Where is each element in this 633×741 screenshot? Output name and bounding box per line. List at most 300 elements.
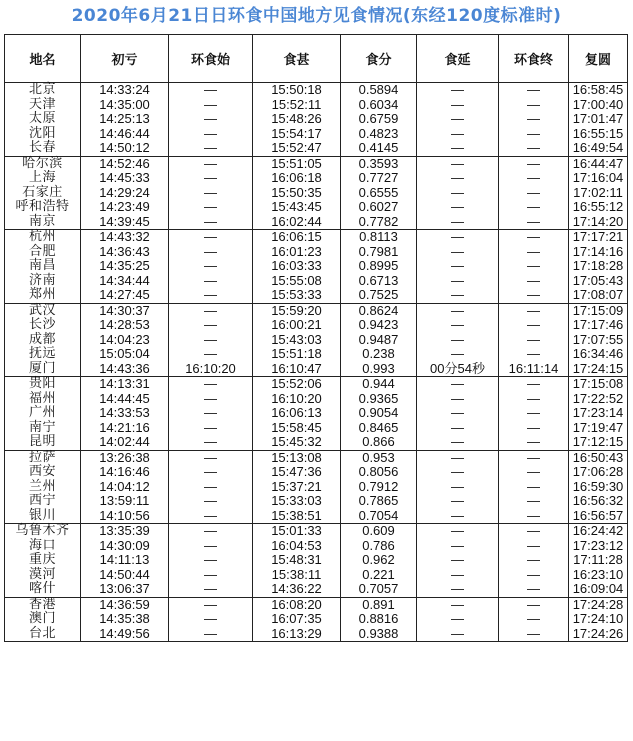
cell-magnitude: 0.944 — [341, 377, 417, 392]
cell-magnitude: 0.4145 — [341, 141, 417, 156]
cell-last-contact: 16:23:10 — [569, 568, 628, 583]
cell-city: 上海 — [5, 171, 81, 186]
cell-annular-start: — — [169, 480, 253, 495]
cell-magnitude: 0.4823 — [341, 127, 417, 142]
cell-last-contact: 17:24:15 — [569, 362, 628, 377]
cell-annular-end: — — [499, 524, 569, 539]
cell-city: 郑州 — [5, 288, 81, 303]
cell-magnitude: 0.9054 — [341, 406, 417, 421]
cell-city: 西宁 — [5, 494, 81, 509]
cell-duration: — — [417, 186, 499, 201]
cell-first-contact: 13:59:11 — [81, 494, 169, 509]
cell-duration: — — [417, 494, 499, 509]
cell-first-contact: 14:04:23 — [81, 333, 169, 348]
cell-maximum: 15:48:26 — [253, 112, 341, 127]
cell-magnitude: 0.8056 — [341, 465, 417, 480]
cell-annular-end: — — [499, 303, 569, 318]
header-magnitude: 食分 — [341, 35, 417, 83]
cell-annular-start: — — [169, 215, 253, 230]
cell-annular-start: — — [169, 450, 253, 465]
cell-city: 海口 — [5, 539, 81, 554]
table-row — [5, 568, 628, 583]
cell-first-contact: 14:13:31 — [81, 377, 169, 392]
cell-magnitude: 0.7057 — [341, 582, 417, 597]
cell-first-contact: 14:43:32 — [81, 230, 169, 245]
cell-annular-end: — — [499, 98, 569, 113]
cell-annular-end: — — [499, 200, 569, 215]
cell-first-contact: 14:35:00 — [81, 98, 169, 113]
cell-duration: — — [417, 347, 499, 362]
table-row — [5, 83, 628, 98]
cell-city: 南昌 — [5, 259, 81, 274]
cell-maximum: 15:38:11 — [253, 568, 341, 583]
cell-last-contact: 17:24:28 — [569, 597, 628, 612]
cell-magnitude: 0.8995 — [341, 259, 417, 274]
cell-magnitude: 0.9388 — [341, 627, 417, 642]
cell-last-contact: 17:19:47 — [569, 421, 628, 436]
cell-annular-end: — — [499, 245, 569, 260]
table-row — [5, 362, 628, 377]
cell-magnitude: 0.7865 — [341, 494, 417, 509]
cell-city: 沈阳 — [5, 127, 81, 142]
cell-maximum: 15:01:33 — [253, 524, 341, 539]
cell-annular-start: — — [169, 539, 253, 554]
table-row — [5, 406, 628, 421]
table-row — [5, 259, 628, 274]
cell-first-contact: 14:33:24 — [81, 83, 169, 98]
cell-first-contact: 14:10:56 — [81, 509, 169, 524]
cell-annular-start: — — [169, 274, 253, 289]
cell-first-contact: 14:02:44 — [81, 435, 169, 450]
cell-annular-start: — — [169, 509, 253, 524]
cell-last-contact: 16:34:46 — [569, 347, 628, 362]
cell-last-contact: 16:49:54 — [569, 141, 628, 156]
cell-maximum: 15:52:11 — [253, 98, 341, 113]
table-row — [5, 127, 628, 142]
table-row — [5, 612, 628, 627]
cell-annular-end: — — [499, 465, 569, 480]
cell-first-contact: 14:46:44 — [81, 127, 169, 142]
cell-last-contact: 17:00:40 — [569, 98, 628, 113]
cell-first-contact: 14:35:25 — [81, 259, 169, 274]
table-row — [5, 215, 628, 230]
header-annular-start: 环食始 — [169, 35, 253, 83]
cell-annular-start: — — [169, 568, 253, 583]
cell-duration: — — [417, 480, 499, 495]
cell-first-contact: 14:25:13 — [81, 112, 169, 127]
header-last-contact: 复圆 — [569, 35, 628, 83]
cell-maximum: 15:13:08 — [253, 450, 341, 465]
cell-maximum: 16:06:15 — [253, 230, 341, 245]
cell-annular-end: — — [499, 392, 569, 407]
cell-city: 重庆 — [5, 553, 81, 568]
cell-city: 南宁 — [5, 421, 81, 436]
cell-annular-end: — — [499, 553, 569, 568]
cell-maximum: 15:59:20 — [253, 303, 341, 318]
table-row — [5, 627, 628, 642]
table-row — [5, 494, 628, 509]
cell-last-contact: 16:44:47 — [569, 156, 628, 171]
cell-last-contact: 17:15:09 — [569, 303, 628, 318]
cell-first-contact: 14:30:09 — [81, 539, 169, 554]
cell-city: 杭州 — [5, 230, 81, 245]
cell-first-contact: 14:49:56 — [81, 627, 169, 642]
cell-last-contact: 16:24:42 — [569, 524, 628, 539]
cell-magnitude: 0.6713 — [341, 274, 417, 289]
table-row — [5, 480, 628, 495]
cell-duration: — — [417, 156, 499, 171]
cell-annular-end: — — [499, 318, 569, 333]
cell-first-contact: 14:29:24 — [81, 186, 169, 201]
table-row — [5, 288, 628, 303]
cell-city: 香港 — [5, 597, 81, 612]
cell-annular-start: — — [169, 200, 253, 215]
cell-annular-end: — — [499, 333, 569, 348]
cell-city: 石家庄 — [5, 186, 81, 201]
cell-annular-end: — — [499, 141, 569, 156]
cell-maximum: 16:01:23 — [253, 245, 341, 260]
cell-duration: — — [417, 245, 499, 260]
cell-maximum: 16:08:20 — [253, 597, 341, 612]
cell-last-contact: 17:23:12 — [569, 539, 628, 554]
cell-annular-start: — — [169, 171, 253, 186]
table-row — [5, 421, 628, 436]
cell-last-contact: 16:59:30 — [569, 480, 628, 495]
cell-city: 成都 — [5, 333, 81, 348]
cell-first-contact: 14:34:44 — [81, 274, 169, 289]
cell-first-contact: 14:44:45 — [81, 392, 169, 407]
header-maximum: 食甚 — [253, 35, 341, 83]
cell-duration: — — [417, 582, 499, 597]
cell-duration: — — [417, 421, 499, 436]
cell-annular-start: — — [169, 524, 253, 539]
cell-annular-end: — — [499, 274, 569, 289]
cell-first-contact: 14:23:49 — [81, 200, 169, 215]
cell-annular-end: — — [499, 435, 569, 450]
cell-annular-end: — — [499, 156, 569, 171]
cell-maximum: 15:50:35 — [253, 186, 341, 201]
cell-magnitude: 0.7981 — [341, 245, 417, 260]
cell-annular-end: — — [499, 597, 569, 612]
cell-city: 广州 — [5, 406, 81, 421]
cell-duration: — — [417, 288, 499, 303]
cell-duration: — — [417, 627, 499, 642]
cell-magnitude: 0.962 — [341, 553, 417, 568]
cell-last-contact: 16:09:04 — [569, 582, 628, 597]
cell-city: 澳门 — [5, 612, 81, 627]
table-row — [5, 112, 628, 127]
cell-magnitude: 0.3593 — [341, 156, 417, 171]
cell-city: 福州 — [5, 392, 81, 407]
table-row — [5, 186, 628, 201]
cell-annular-end: — — [499, 627, 569, 642]
cell-annular-start: — — [169, 318, 253, 333]
cell-annular-start: — — [169, 259, 253, 274]
cell-maximum: 15:52:47 — [253, 141, 341, 156]
cell-city: 喀什 — [5, 582, 81, 597]
cell-city: 南京 — [5, 215, 81, 230]
table-row — [5, 156, 628, 171]
table-row — [5, 141, 628, 156]
cell-maximum: 16:03:33 — [253, 259, 341, 274]
cell-last-contact: 17:24:26 — [569, 627, 628, 642]
cell-last-contact: 17:12:15 — [569, 435, 628, 450]
cell-city: 抚远 — [5, 347, 81, 362]
cell-annular-end: — — [499, 612, 569, 627]
cell-magnitude: 0.7782 — [341, 215, 417, 230]
cell-last-contact: 17:23:14 — [569, 406, 628, 421]
cell-maximum: 16:00:21 — [253, 318, 341, 333]
cell-maximum: 16:10:47 — [253, 362, 341, 377]
cell-annular-start: — — [169, 597, 253, 612]
cell-annular-start: — — [169, 303, 253, 318]
cell-first-contact: 14:39:45 — [81, 215, 169, 230]
table-row — [5, 200, 628, 215]
cell-annular-end: — — [499, 127, 569, 142]
cell-annular-start: — — [169, 186, 253, 201]
cell-duration: — — [417, 465, 499, 480]
cell-maximum: 14:36:22 — [253, 582, 341, 597]
cell-duration: — — [417, 274, 499, 289]
cell-maximum: 15:53:33 — [253, 288, 341, 303]
cell-last-contact: 17:17:21 — [569, 230, 628, 245]
cell-city: 太原 — [5, 112, 81, 127]
cell-annular-end: — — [499, 582, 569, 597]
cell-last-contact: 17:06:28 — [569, 465, 628, 480]
cell-city: 银川 — [5, 509, 81, 524]
cell-last-contact: 17:14:20 — [569, 215, 628, 230]
cell-first-contact: 14:04:12 — [81, 480, 169, 495]
cell-duration: — — [417, 112, 499, 127]
cell-city: 呼和浩特 — [5, 200, 81, 215]
cell-city: 台北 — [5, 627, 81, 642]
cell-annular-end: — — [499, 347, 569, 362]
cell-maximum: 15:37:21 — [253, 480, 341, 495]
header-annular-end: 环食终 — [499, 35, 569, 83]
cell-magnitude: 0.5894 — [341, 83, 417, 98]
cell-first-contact: 14:36:59 — [81, 597, 169, 612]
cell-magnitude: 0.953 — [341, 450, 417, 465]
table-row — [5, 435, 628, 450]
cell-magnitude: 0.7912 — [341, 480, 417, 495]
cell-maximum: 15:43:45 — [253, 200, 341, 215]
cell-magnitude: 0.9423 — [341, 318, 417, 333]
cell-magnitude: 0.6555 — [341, 186, 417, 201]
cell-annular-end: — — [499, 421, 569, 436]
cell-annular-start: — — [169, 392, 253, 407]
cell-annular-start: — — [169, 582, 253, 597]
cell-maximum: 16:10:20 — [253, 392, 341, 407]
cell-magnitude: 0.891 — [341, 597, 417, 612]
cell-annular-start: — — [169, 494, 253, 509]
cell-magnitude: 0.993 — [341, 362, 417, 377]
cell-magnitude: 0.6027 — [341, 200, 417, 215]
cell-annular-start: — — [169, 98, 253, 113]
cell-annular-start: — — [169, 112, 253, 127]
cell-first-contact: 13:06:37 — [81, 582, 169, 597]
cell-duration: — — [417, 303, 499, 318]
cell-annular-start: — — [169, 141, 253, 156]
cell-annular-end: — — [499, 288, 569, 303]
table-row — [5, 347, 628, 362]
cell-first-contact: 14:50:44 — [81, 568, 169, 583]
cell-maximum: 15:47:36 — [253, 465, 341, 480]
cell-last-contact: 17:07:55 — [569, 333, 628, 348]
table-body — [5, 83, 628, 642]
cell-last-contact: 16:56:32 — [569, 494, 628, 509]
cell-duration: — — [417, 259, 499, 274]
page-title: 2020年6月21日日环食中国地方见食情况(东经120度标准时) — [71, 6, 562, 26]
cell-maximum: 15:45:32 — [253, 435, 341, 450]
cell-annular-end: — — [499, 494, 569, 509]
cell-annular-end: — — [499, 186, 569, 201]
cell-magnitude: 0.9487 — [341, 333, 417, 348]
cell-last-contact: 17:15:08 — [569, 377, 628, 392]
cell-duration: — — [417, 200, 499, 215]
cell-city: 西安 — [5, 465, 81, 480]
cell-maximum: 15:38:51 — [253, 509, 341, 524]
cell-city: 北京 — [5, 83, 81, 98]
cell-duration: — — [417, 406, 499, 421]
cell-city: 天津 — [5, 98, 81, 113]
cell-annular-end: — — [499, 480, 569, 495]
cell-last-contact: 17:08:07 — [569, 288, 628, 303]
cell-first-contact: 14:45:33 — [81, 171, 169, 186]
cell-magnitude: 0.7727 — [341, 171, 417, 186]
cell-city: 拉萨 — [5, 450, 81, 465]
cell-last-contact: 16:55:15 — [569, 127, 628, 142]
cell-first-contact: 14:33:53 — [81, 406, 169, 421]
cell-city: 武汉 — [5, 303, 81, 318]
cell-annular-start: — — [169, 553, 253, 568]
cell-last-contact: 17:02:11 — [569, 186, 628, 201]
cell-duration: — — [417, 318, 499, 333]
cell-first-contact: 13:35:39 — [81, 524, 169, 539]
cell-first-contact: 15:05:04 — [81, 347, 169, 362]
table-row — [5, 377, 628, 392]
table-row — [5, 171, 628, 186]
table-row — [5, 303, 628, 318]
table-row — [5, 98, 628, 113]
cell-duration: — — [417, 377, 499, 392]
table-row — [5, 245, 628, 260]
cell-first-contact: 14:21:16 — [81, 421, 169, 436]
cell-last-contact: 16:50:43 — [569, 450, 628, 465]
cell-maximum: 15:54:17 — [253, 127, 341, 142]
cell-city: 兰州 — [5, 480, 81, 495]
cell-magnitude: 0.9365 — [341, 392, 417, 407]
eclipse-table — [4, 34, 628, 642]
cell-annular-start: — — [169, 333, 253, 348]
cell-magnitude: 0.8624 — [341, 303, 417, 318]
table-row — [5, 509, 628, 524]
cell-last-contact: 16:56:57 — [569, 509, 628, 524]
cell-annular-end: — — [499, 406, 569, 421]
cell-duration: — — [417, 230, 499, 245]
cell-annular-end: — — [499, 539, 569, 554]
cell-city: 昆明 — [5, 435, 81, 450]
table-row — [5, 450, 628, 465]
cell-annular-end: — — [499, 230, 569, 245]
header-city: 地名 — [5, 35, 81, 83]
cell-duration: — — [417, 215, 499, 230]
cell-duration: — — [417, 612, 499, 627]
cell-last-contact: 17:16:04 — [569, 171, 628, 186]
cell-magnitude: 0.866 — [341, 435, 417, 450]
cell-city: 乌鲁木齐 — [5, 524, 81, 539]
cell-magnitude: 0.7525 — [341, 288, 417, 303]
cell-magnitude: 0.8113 — [341, 230, 417, 245]
cell-duration: — — [417, 435, 499, 450]
cell-annular-start: — — [169, 406, 253, 421]
cell-city: 哈尔滨 — [5, 156, 81, 171]
cell-annular-start: — — [169, 230, 253, 245]
cell-last-contact: 17:17:46 — [569, 318, 628, 333]
cell-first-contact: 14:30:37 — [81, 303, 169, 318]
cell-last-contact: 17:24:10 — [569, 612, 628, 627]
cell-annular-start: 16:10:20 — [169, 362, 253, 377]
cell-city: 长沙 — [5, 318, 81, 333]
table-row — [5, 230, 628, 245]
cell-maximum: 15:51:05 — [253, 156, 341, 171]
cell-maximum: 16:06:13 — [253, 406, 341, 421]
cell-duration: — — [417, 568, 499, 583]
cell-annular-start: — — [169, 612, 253, 627]
cell-annular-end: — — [499, 259, 569, 274]
cell-magnitude: 0.6034 — [341, 98, 417, 113]
header-row — [5, 35, 628, 83]
cell-first-contact: 14:43:36 — [81, 362, 169, 377]
cell-annular-start: — — [169, 288, 253, 303]
cell-annular-start: — — [169, 465, 253, 480]
cell-magnitude: 0.221 — [341, 568, 417, 583]
cell-first-contact: 14:27:45 — [81, 288, 169, 303]
table-row — [5, 318, 628, 333]
cell-maximum: 15:58:45 — [253, 421, 341, 436]
cell-annular-start: — — [169, 421, 253, 436]
cell-first-contact: 14:35:38 — [81, 612, 169, 627]
cell-maximum: 16:04:53 — [253, 539, 341, 554]
cell-city: 合肥 — [5, 245, 81, 260]
cell-duration: — — [417, 450, 499, 465]
cell-magnitude: 0.786 — [341, 539, 417, 554]
table-row — [5, 524, 628, 539]
cell-magnitude: 0.8465 — [341, 421, 417, 436]
cell-annular-end: — — [499, 215, 569, 230]
cell-city: 济南 — [5, 274, 81, 289]
cell-first-contact: 14:16:46 — [81, 465, 169, 480]
table-row — [5, 582, 628, 597]
cell-first-contact: 14:50:12 — [81, 141, 169, 156]
cell-last-contact: 16:58:45 — [569, 83, 628, 98]
cell-duration: — — [417, 392, 499, 407]
cell-first-contact: 14:11:13 — [81, 553, 169, 568]
cell-city: 厦门 — [5, 362, 81, 377]
table-header — [5, 35, 628, 83]
cell-first-contact: 14:36:43 — [81, 245, 169, 260]
cell-annular-end: 16:11:14 — [499, 362, 569, 377]
header-first-contact: 初亏 — [81, 35, 169, 83]
cell-annular-start: — — [169, 156, 253, 171]
cell-magnitude: 0.6759 — [341, 112, 417, 127]
cell-annular-start: — — [169, 377, 253, 392]
cell-maximum: 16:02:44 — [253, 215, 341, 230]
cell-maximum: 16:06:18 — [253, 171, 341, 186]
cell-duration: — — [417, 333, 499, 348]
cell-annular-end: — — [499, 171, 569, 186]
cell-duration: — — [417, 597, 499, 612]
table-row — [5, 553, 628, 568]
